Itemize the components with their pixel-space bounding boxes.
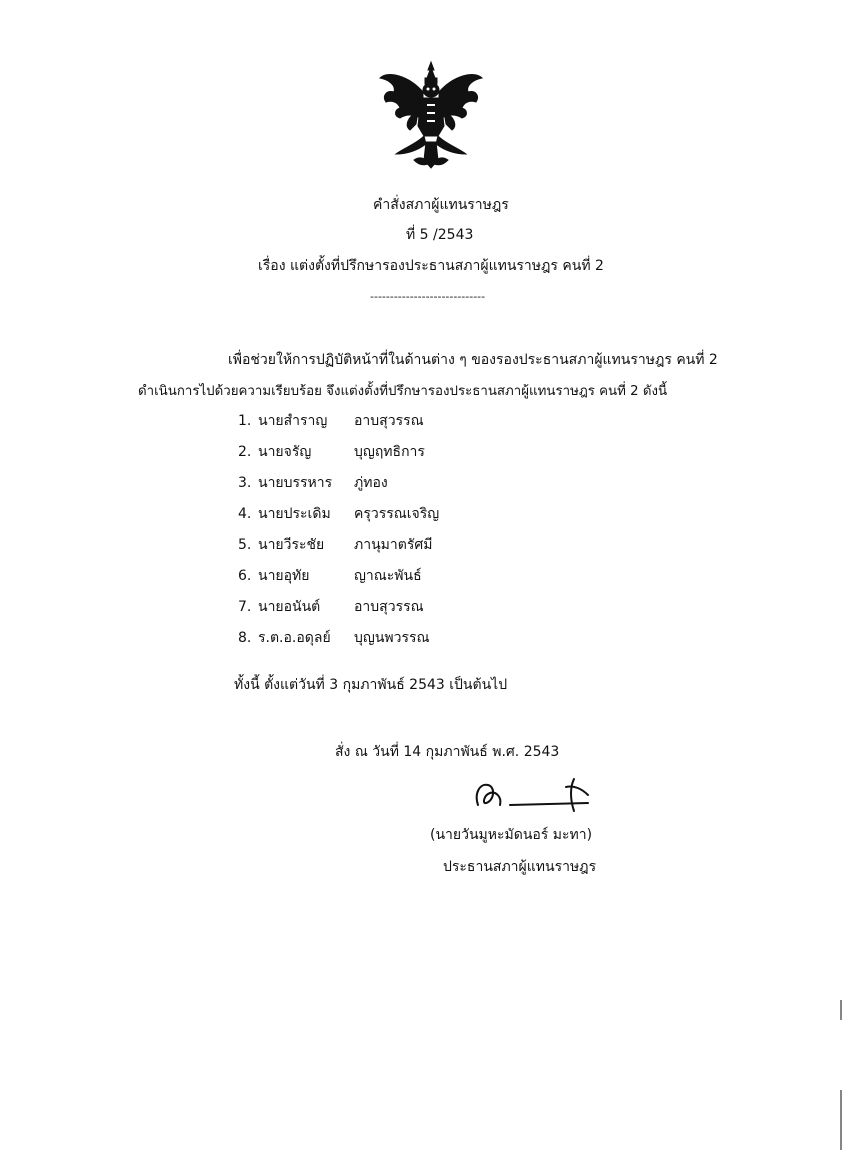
- signer-title: ประธานสภาผู้แทนราษฎร: [443, 859, 597, 875]
- list-item-surname: ภู่ทอง: [354, 475, 388, 491]
- scan-edge-mark: [840, 1090, 842, 1150]
- list-item-number: 3.: [238, 475, 252, 491]
- list-item-number: 8.: [238, 630, 252, 646]
- list-item: [238, 474, 388, 492]
- paragraph-line-1: เพื่อช่วยให้การปฏิบัติหน้าที่ในด้านต่าง ๆ ของรองประธานสภาผู้แทนราษฎร คนที่ 2: [228, 352, 718, 368]
- paragraph-line-2: ดำเนินการไปด้วยความเรียบร้อย จึงแต่งตั้งที่ปรึกษารองประธานสภาผู้แทนราษฎร คนที่ 2 ดังนี้: [138, 384, 668, 399]
- list-item-name: นายวีระชัย: [258, 537, 325, 553]
- list-item: [238, 443, 425, 461]
- list-item-number: 5.: [238, 537, 252, 553]
- scan-edge-mark: [840, 1000, 842, 1020]
- list-item-name: นายบรรหาร: [258, 475, 333, 491]
- list-item-surname: ญาณะพันธ์: [354, 568, 422, 584]
- order-date: สั่ง ณ วันที่ 14 กุมภาพันธ์ พ.ศ. 2543: [335, 744, 560, 760]
- list-item-name: ร.ต.อ.อดุลย์: [258, 630, 331, 646]
- list-item: [238, 505, 439, 523]
- list-item-surname: อาบสุวรรณ: [354, 599, 424, 615]
- list-item-number: 6.: [238, 568, 252, 584]
- list-item: [238, 567, 422, 585]
- list-item: [238, 536, 432, 554]
- handwritten-signature-icon: [470, 775, 600, 815]
- list-item-name: นายประเดิม: [258, 506, 331, 522]
- order-subject: เรื่อง แต่งตั้งที่ปรึกษารองประธานสภาผู้แทนราษฎร คนที่ 2: [258, 258, 604, 274]
- list-item-number: 7.: [238, 599, 252, 615]
- list-item-name: นายอุทัย: [258, 568, 310, 584]
- list-item: [238, 598, 424, 616]
- list-item-surname: บุญนพวรรณ: [354, 630, 430, 646]
- list-item-name: นายสำราญ: [258, 413, 328, 429]
- list-item-number: 1.: [238, 413, 252, 429]
- list-item-surname: ภานุมาตรัศมี: [354, 537, 433, 553]
- list-item-name: นายจรัญ: [258, 444, 312, 460]
- order-title: คำสั่งสภาผู้แทนราษฎร: [373, 197, 509, 213]
- list-item-surname: อาบสุวรรณ: [354, 413, 424, 429]
- effective-date: ทั้งนี้ ตั้งแต่วันที่ 3 กุมภาพันธ์ 2543 เป็นต้นไป: [234, 677, 508, 693]
- list-item: [238, 629, 430, 647]
- list-item: [238, 412, 424, 430]
- list-item-number: 2.: [238, 444, 252, 460]
- signer-name: (นายวันมูหะมัดนอร์ มะทา): [430, 827, 593, 843]
- list-item-surname: ครุวรรณเจริญ: [354, 506, 440, 522]
- order-number: ที่ 5 /2543: [406, 227, 474, 243]
- list-item-name: นายอนันต์: [258, 599, 321, 615]
- list-item-number: 4.: [238, 506, 252, 522]
- list-item-surname: บุญฤทธิการ: [354, 444, 425, 460]
- garuda-emblem-icon: [374, 56, 488, 174]
- header-divider: -----------------------------: [370, 290, 486, 303]
